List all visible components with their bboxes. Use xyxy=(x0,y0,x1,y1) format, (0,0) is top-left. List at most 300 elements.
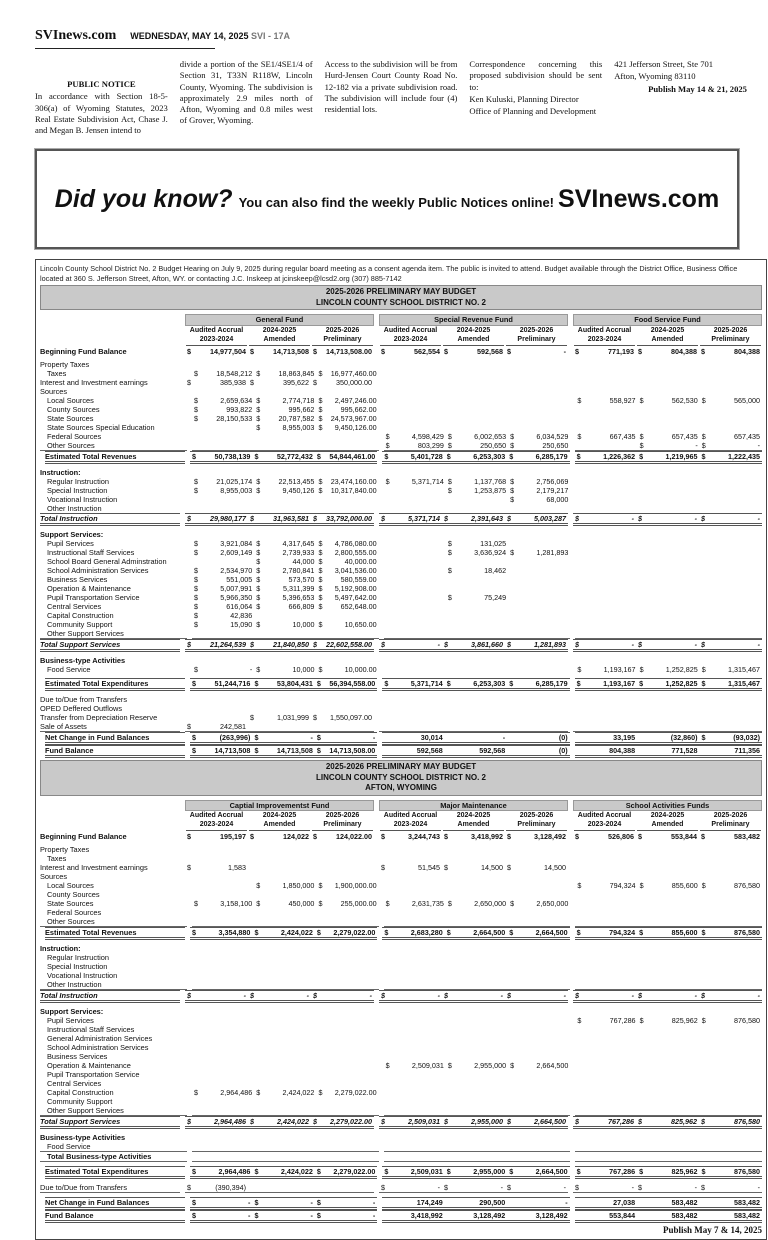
table-cell xyxy=(190,733,252,742)
fund-group-cells xyxy=(192,557,379,566)
fund-group-cells xyxy=(190,451,377,464)
table-row xyxy=(40,584,762,593)
fund-group-cells xyxy=(384,548,571,557)
fund-group-cells xyxy=(575,745,762,758)
table-cell xyxy=(254,369,316,378)
cell-value: - xyxy=(500,991,503,1001)
table-cell xyxy=(316,566,378,575)
column-header-line: 2024-2025 xyxy=(650,812,685,820)
cell-value: 1,222,435 xyxy=(727,452,760,462)
column-header-line: 2024-2025 xyxy=(262,326,297,334)
cell-value: 855,600 xyxy=(671,928,698,938)
table-cell xyxy=(316,405,378,414)
row-label: Due to/Due from Transfers xyxy=(40,695,128,705)
row-label: Pupil Services xyxy=(47,1016,94,1026)
table-row xyxy=(45,732,762,745)
cell-value: 14,500 xyxy=(481,863,503,873)
dollar-sign: $ xyxy=(194,620,198,630)
cell-value: 711,356 xyxy=(734,746,760,756)
cell-value: 3,244,743 xyxy=(408,832,440,842)
table-cell xyxy=(316,899,378,908)
table-cell xyxy=(315,452,377,461)
table-row xyxy=(40,593,762,602)
table-row xyxy=(40,530,762,539)
table-cell xyxy=(507,679,569,688)
table-cell xyxy=(505,1183,568,1192)
cell-value: 3,128,492 xyxy=(534,832,566,842)
dollar-sign: $ xyxy=(381,640,385,650)
row-label: Total Instruction xyxy=(40,990,180,1003)
table-cell xyxy=(316,593,378,602)
table-row xyxy=(45,927,762,940)
table-row xyxy=(45,451,762,464)
table-cell xyxy=(248,1117,311,1126)
table-cell xyxy=(311,722,374,731)
cell-value: 2,534,970 xyxy=(220,566,253,576)
dollar-sign: $ xyxy=(509,1167,514,1177)
cell-value: 195,197 xyxy=(220,832,246,842)
row-label: Estimated Total Revenues xyxy=(45,927,185,940)
cell-value: 2,955,000 xyxy=(471,1117,503,1127)
fund-group-cells xyxy=(379,1116,568,1129)
row-label: Beginning Fund Balance xyxy=(40,347,127,357)
dollar-sign: $ xyxy=(444,347,448,357)
dollar-sign: $ xyxy=(575,640,579,650)
cell-value: 6,034,529 xyxy=(536,432,569,442)
fund-group-cells xyxy=(384,486,571,495)
cell-value: 1,900,000.00 xyxy=(334,881,377,891)
dollar-sign: $ xyxy=(639,432,644,442)
dollar-sign: $ xyxy=(194,566,198,576)
cell-value: 1,550,097.00 xyxy=(330,713,372,723)
table-row xyxy=(40,899,762,908)
table-cell xyxy=(316,881,378,890)
table-cell xyxy=(699,832,762,841)
cell-value: 2,424,022 xyxy=(280,1167,313,1177)
cell-value: 1,281,893 xyxy=(536,548,569,558)
cell-value: - xyxy=(310,733,313,743)
table-row xyxy=(40,1097,762,1106)
table-row xyxy=(40,468,762,477)
cell-value: 2,279,022.00 xyxy=(333,1167,376,1177)
table-row xyxy=(40,1052,762,1061)
dollar-sign: $ xyxy=(187,832,191,842)
row-label: Special Instruction xyxy=(47,486,108,496)
cell-value: (93,032) xyxy=(733,733,760,743)
table-cell xyxy=(382,1211,444,1220)
cell-value: - xyxy=(310,1211,313,1221)
cell-value: 583,482 xyxy=(671,1211,698,1221)
table-cell xyxy=(507,733,569,742)
table-cell xyxy=(507,1198,569,1207)
cell-value: 1,226,362 xyxy=(603,452,636,462)
dollar-sign: $ xyxy=(575,991,579,1001)
fund-name: General Fund xyxy=(185,314,374,326)
fund-group-cells xyxy=(575,432,762,441)
table-cell xyxy=(248,514,311,523)
dollar-sign: $ xyxy=(381,1183,385,1193)
row-label: Property Taxes xyxy=(40,360,90,370)
row-label: Other Sources xyxy=(40,441,187,451)
table-row xyxy=(40,845,762,854)
row-label: Other Instruction xyxy=(40,980,187,990)
dollar-sign: $ xyxy=(192,746,196,756)
table-row xyxy=(40,944,762,953)
dollar-sign: $ xyxy=(507,347,511,357)
table-cell xyxy=(700,1198,762,1207)
fund-group-cells xyxy=(192,1151,379,1152)
dollar-sign: $ xyxy=(316,1198,321,1208)
table-cell xyxy=(315,928,377,937)
cell-value: (32,860) xyxy=(670,733,698,743)
table-row xyxy=(40,557,762,566)
table-row xyxy=(40,890,762,899)
cell-value: 5,966,350 xyxy=(220,593,253,603)
cell-value: 2,955,000 xyxy=(473,1167,506,1177)
table-cell xyxy=(636,1117,699,1126)
table-cell xyxy=(192,539,254,548)
cell-value: - xyxy=(757,441,760,451)
dollar-sign: $ xyxy=(509,452,514,462)
dollar-sign: $ xyxy=(187,640,191,650)
dollar-sign: $ xyxy=(250,832,254,842)
dollar-sign: $ xyxy=(639,928,644,938)
table-cell xyxy=(316,369,378,378)
table-cell xyxy=(700,746,762,755)
public-notice-article xyxy=(35,59,747,137)
budget-notice-box xyxy=(35,259,767,1240)
cell-value: 15,090 xyxy=(230,620,253,630)
column-header-line: 2023-2024 xyxy=(587,820,622,828)
table-cell xyxy=(379,347,442,356)
fund-group-cells xyxy=(575,1210,762,1223)
row-label: Pupil Transportation Service xyxy=(47,1070,140,1080)
table-cell xyxy=(192,593,254,602)
label-column-spacer xyxy=(40,314,180,346)
dollar-sign: $ xyxy=(318,593,323,603)
column-header xyxy=(249,811,310,831)
cell-value: 2,964,486 xyxy=(214,1117,246,1127)
table-row xyxy=(40,566,762,575)
table-cell xyxy=(248,722,311,731)
table-cell xyxy=(192,899,254,908)
row-label: County Sources xyxy=(47,890,100,900)
budget-tables xyxy=(40,285,762,1223)
fund-group-cells xyxy=(185,863,374,872)
cell-value: 2,424,022 xyxy=(277,1117,309,1127)
cell-value: 2,609,149 xyxy=(220,548,253,558)
cell-value: 771,528 xyxy=(671,746,698,756)
table-cell xyxy=(316,557,378,566)
dollar-sign: $ xyxy=(316,452,321,462)
column-header-line: Audited Accrual xyxy=(383,812,438,820)
cell-value: 22,602,558.00 xyxy=(326,640,372,650)
table-cell xyxy=(575,452,637,461)
cell-value: 5,371,714 xyxy=(410,679,443,689)
cell-value: 5,396,653 xyxy=(282,593,315,603)
cell-value: - xyxy=(631,514,634,524)
fund-group-cells xyxy=(192,899,379,908)
column-header xyxy=(380,811,441,831)
fund-group-cells xyxy=(382,732,569,745)
column-header-line: 2025-2026 xyxy=(325,326,360,334)
table-cell xyxy=(508,566,570,575)
cell-value: 385,938 xyxy=(220,378,246,388)
dollar-sign: $ xyxy=(444,640,448,650)
table-cell xyxy=(638,1016,700,1025)
dollar-sign: $ xyxy=(256,539,261,549)
table-row xyxy=(40,695,762,704)
row-label: Estimated Total Expenditures xyxy=(45,1166,185,1179)
cell-value: - xyxy=(502,733,506,743)
fund-group-cells xyxy=(192,593,379,602)
row-label: Fund Balance xyxy=(45,745,185,758)
fund-group-cells xyxy=(573,513,762,526)
row-label: Operation & Maintenance xyxy=(47,1061,131,1071)
row-label: Taxes xyxy=(47,854,67,864)
table-cell xyxy=(384,486,446,495)
row-label: Business Services xyxy=(47,575,108,585)
fund-group-cells xyxy=(192,539,379,548)
row-label: Capital Construction xyxy=(47,611,114,621)
fund-name: Special Revenue Fund xyxy=(379,314,568,326)
fund-group-cells xyxy=(192,611,379,620)
fund-group-cells xyxy=(573,832,762,841)
fund-group-cells xyxy=(379,347,568,356)
table-cell xyxy=(185,863,248,872)
cell-value: 350,000.00 xyxy=(336,378,372,388)
table-cell xyxy=(384,1061,446,1070)
cell-value: 395,622 xyxy=(283,378,309,388)
column-header xyxy=(574,326,635,346)
table-cell xyxy=(382,733,444,742)
dollar-sign: $ xyxy=(318,620,323,630)
cell-value: 553,844 xyxy=(671,832,697,842)
table-cell xyxy=(384,432,446,441)
table-row xyxy=(40,504,762,513)
table-cell xyxy=(505,863,568,872)
column-header xyxy=(443,811,504,831)
dollar-sign: $ xyxy=(256,584,261,594)
column-header xyxy=(637,326,698,346)
table-cell xyxy=(384,495,446,504)
table-row xyxy=(40,713,762,722)
column-header-line: 2023-2024 xyxy=(587,335,622,343)
fund-group-cells xyxy=(192,396,379,405)
column-header xyxy=(700,326,761,346)
column-header-line: 2024-2025 xyxy=(456,326,491,334)
dollar-sign: $ xyxy=(446,928,451,938)
table-cell xyxy=(638,881,700,890)
cell-value: 14,713,508.00 xyxy=(326,347,372,357)
dollar-sign: $ xyxy=(701,1117,705,1127)
fund-group-cells xyxy=(384,1151,571,1152)
dollar-sign: $ xyxy=(256,593,261,603)
dollar-sign: $ xyxy=(256,620,261,630)
dollar-sign: $ xyxy=(318,575,323,585)
cell-value: 876,580 xyxy=(733,928,760,938)
dollar-sign: $ xyxy=(701,832,705,842)
table-cell xyxy=(316,1088,378,1097)
table-cell xyxy=(637,1211,699,1220)
fund-name: Food Service Fund xyxy=(573,314,762,326)
cell-value: 2,424,022 xyxy=(280,928,313,938)
cell-value: 526,806 xyxy=(608,832,634,842)
cell-value: 68,000 xyxy=(546,495,569,505)
dollar-sign: $ xyxy=(639,665,644,675)
budget-publish-date: Publish May 7 & 14, 2025 xyxy=(662,1225,762,1236)
dollar-sign: $ xyxy=(316,1167,321,1177)
table-cell xyxy=(637,1167,699,1176)
dollar-sign: $ xyxy=(250,514,254,524)
table-cell xyxy=(316,396,378,405)
fund-group-cells xyxy=(382,927,569,940)
fund-group-cells xyxy=(192,665,379,674)
cell-value: 24,573,967.00 xyxy=(330,414,377,424)
dollar-sign: $ xyxy=(701,452,706,462)
table-cell xyxy=(316,584,378,593)
dollar-sign: $ xyxy=(254,733,259,743)
table-cell xyxy=(185,378,248,387)
table-row xyxy=(40,656,762,665)
table-cell xyxy=(573,991,636,1000)
fund-group-cells xyxy=(192,369,379,378)
dollar-sign: $ xyxy=(384,452,389,462)
cell-value: 616,064 xyxy=(226,602,253,612)
table-cell xyxy=(254,575,316,584)
dollar-sign: $ xyxy=(194,1088,198,1098)
dollar-sign: $ xyxy=(194,899,198,909)
publish-date-line: Publish May 14 & 21, 2025 xyxy=(648,83,747,94)
dollar-sign: $ xyxy=(447,539,452,549)
column-header-line: 2025-2026 xyxy=(713,812,748,820)
table-cell xyxy=(507,452,569,461)
cell-value: 995,662.00 xyxy=(340,405,377,415)
table-cell xyxy=(575,665,637,674)
row-label: Interest and Investment earnings xyxy=(40,863,148,873)
table-row xyxy=(40,629,762,639)
cell-value: 2,683,280 xyxy=(410,928,443,938)
dollar-sign: $ xyxy=(250,991,254,1001)
dollar-sign: $ xyxy=(701,679,706,689)
dollar-sign: $ xyxy=(444,1183,448,1193)
column-header-line: Amended xyxy=(651,335,684,343)
dollar-sign: $ xyxy=(250,713,254,723)
table-row xyxy=(40,441,762,451)
table-title-line: LINCOLN COUNTY SCHOOL DISTRICT NO. 2 xyxy=(316,772,486,782)
cell-value: 767,286 xyxy=(609,1016,636,1026)
dollar-sign: $ xyxy=(256,477,261,487)
table-row xyxy=(40,1034,762,1043)
table-cell xyxy=(192,405,254,414)
dollar-sign: $ xyxy=(318,414,323,424)
row-label: Other Support Services xyxy=(40,629,187,639)
cell-value: 794,324 xyxy=(609,881,636,891)
cell-value: - xyxy=(248,1198,251,1208)
cell-value: 6,253,303 xyxy=(473,679,506,689)
table-cell xyxy=(700,881,762,890)
table-row xyxy=(45,1166,762,1179)
cell-value: 255,000.00 xyxy=(340,899,377,909)
dollar-sign: $ xyxy=(318,1088,323,1098)
cell-value: 5,401,728 xyxy=(410,452,443,462)
dollar-sign: $ xyxy=(575,1183,579,1193)
fund-group-cells xyxy=(192,1088,379,1097)
dollar-sign: $ xyxy=(444,832,448,842)
dollar-sign: $ xyxy=(256,369,261,379)
table-cell xyxy=(254,423,316,432)
fund-group-cells xyxy=(190,1166,377,1179)
table-cell xyxy=(311,378,374,387)
column-header-line: Amended xyxy=(457,335,490,343)
table-cell xyxy=(445,1211,507,1220)
dollar-sign: $ xyxy=(313,640,317,650)
fund-group-cells xyxy=(185,639,374,652)
row-label: Central Services xyxy=(47,1079,102,1089)
row-label: Pupil Transportation Service xyxy=(47,593,140,603)
dollar-sign: $ xyxy=(254,1198,259,1208)
table-cell xyxy=(192,486,254,495)
table-cell xyxy=(573,514,636,523)
dollar-sign: $ xyxy=(187,722,191,732)
table-cell xyxy=(190,928,252,937)
table-cell xyxy=(700,665,762,674)
cell-value: 565,000 xyxy=(734,396,760,406)
cell-value: 44,000 xyxy=(292,557,315,567)
table-cell xyxy=(185,722,248,731)
table-row xyxy=(40,854,762,863)
dollar-sign: $ xyxy=(507,514,511,524)
cell-value: 771,193 xyxy=(608,347,634,357)
notice-text: In accordance with Section 18-5-306(a) of Wyoming Statutes, 2023 Real Estate Subdivision Act, Chase J. and Megan B. Jensen intend to xyxy=(35,91,168,136)
fund-group-cells xyxy=(185,722,374,732)
cell-value: 562,530 xyxy=(671,396,698,406)
dollar-sign: $ xyxy=(187,514,191,524)
dollar-sign: $ xyxy=(250,640,254,650)
dollar-sign: $ xyxy=(192,452,196,462)
row-label: Regular Instruction xyxy=(47,477,110,487)
table-cell xyxy=(700,432,762,441)
cell-value: 580,559.00 xyxy=(340,575,377,585)
table-cell xyxy=(382,679,444,688)
table-row xyxy=(40,495,762,504)
table-cell xyxy=(638,441,700,450)
dollar-sign: $ xyxy=(316,1211,321,1221)
table-cell xyxy=(248,640,311,649)
fund-group-cells xyxy=(384,441,571,451)
cell-value: 2,780,841 xyxy=(282,566,315,576)
dollar-sign: $ xyxy=(318,548,323,558)
cell-value: 5,371,714 xyxy=(408,514,440,524)
table-cell xyxy=(190,452,252,461)
dollar-sign: $ xyxy=(192,1198,196,1208)
fund-group-cells xyxy=(384,432,571,441)
table-title-line: LINCOLN COUNTY SCHOOL DISTRICT NO. 2 xyxy=(316,297,486,307)
row-label: Taxes xyxy=(47,369,67,379)
row-label: Instruction: xyxy=(40,944,81,954)
table-cell xyxy=(316,575,378,584)
dollar-sign: $ xyxy=(510,441,515,451)
table-cell xyxy=(192,557,254,566)
cell-value: 124,022 xyxy=(283,832,309,842)
dollar-sign: $ xyxy=(701,928,706,938)
dollar-sign: $ xyxy=(701,991,705,1001)
table-cell xyxy=(505,514,568,523)
dollar-sign: $ xyxy=(256,899,261,909)
cell-value: 1,315,467 xyxy=(727,679,760,689)
cell-value: 2,664,500 xyxy=(535,928,568,938)
fund-group-cells xyxy=(192,1161,379,1162)
